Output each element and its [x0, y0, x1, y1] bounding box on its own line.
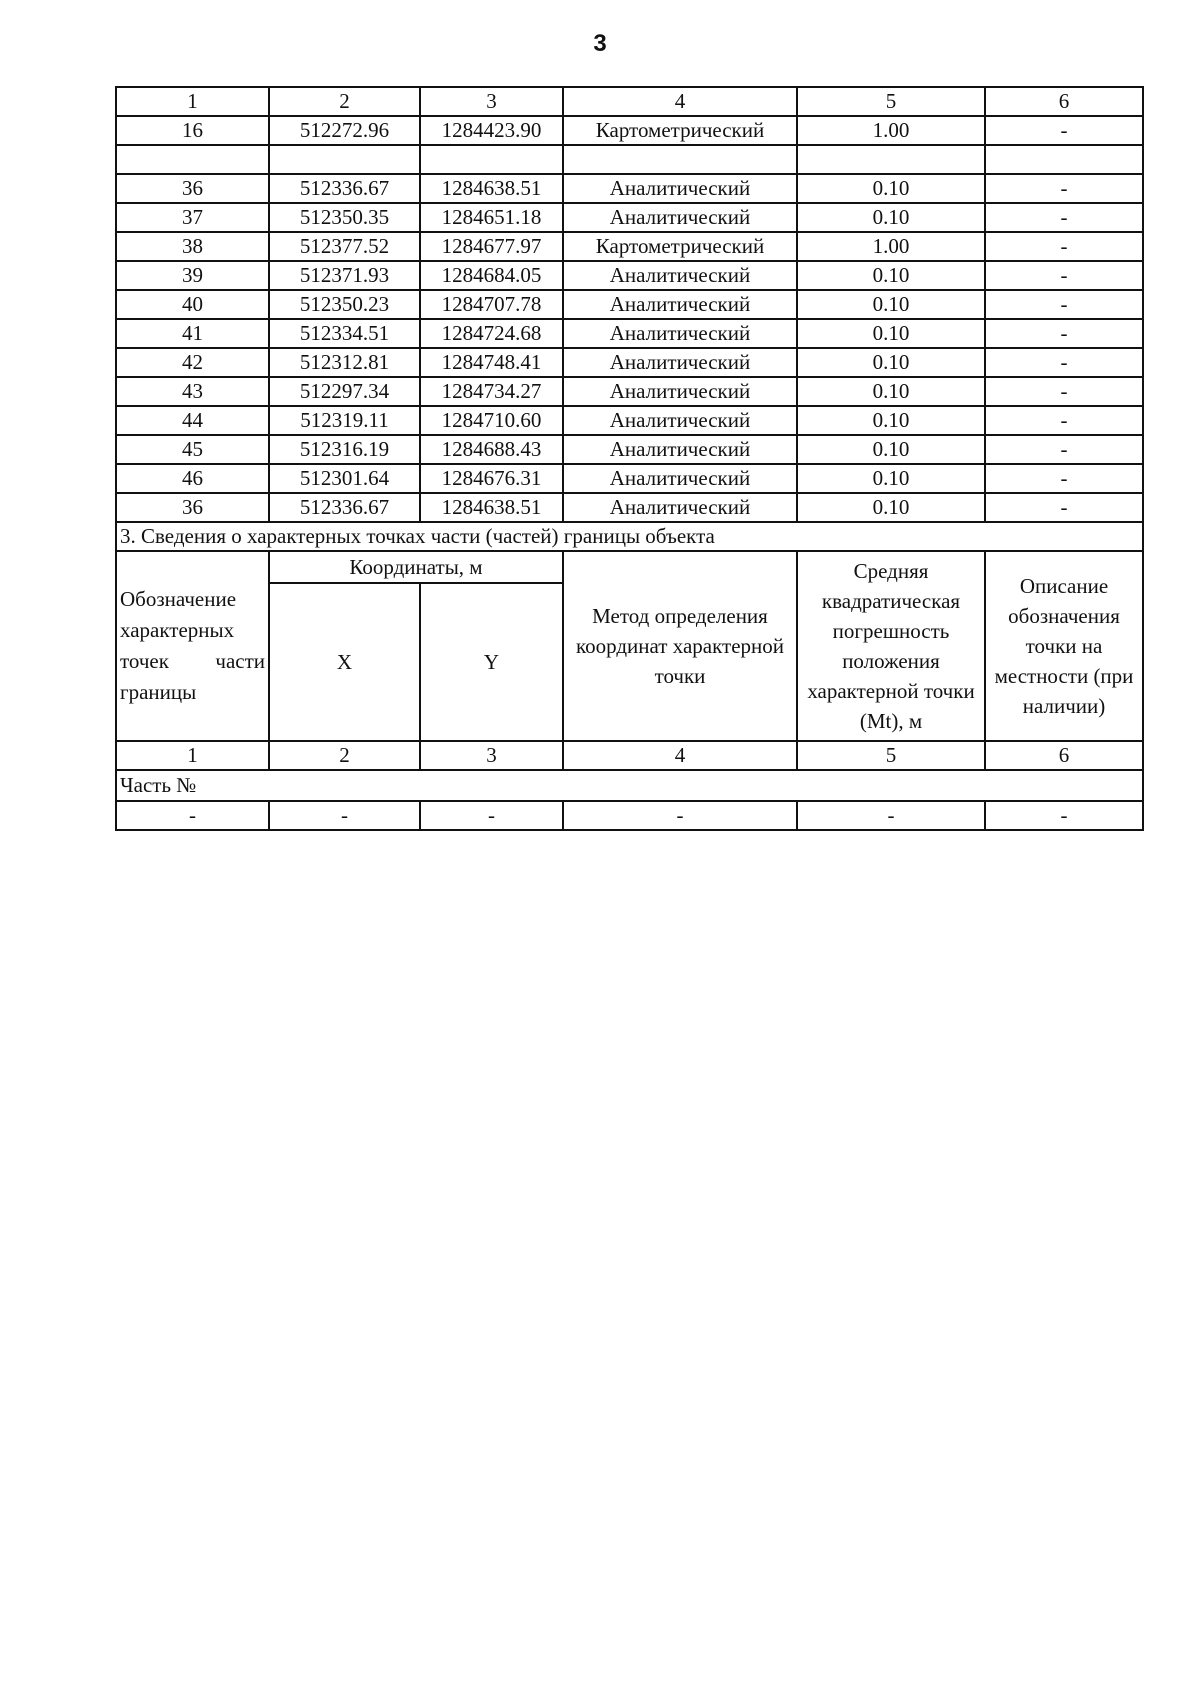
- error: 1.00: [797, 232, 985, 261]
- coord-x: 512350.23: [269, 290, 420, 319]
- page-number: 3: [593, 30, 607, 57]
- error: 0.10: [797, 319, 985, 348]
- header-error: Средняя квадратическая погрешность положения характерной точки (Mt), м: [797, 551, 985, 741]
- empty-cell: [420, 145, 563, 174]
- description: -: [985, 232, 1143, 261]
- description: -: [985, 203, 1143, 232]
- section-3-header-row: [116, 551, 1143, 583]
- error: 0.10: [797, 377, 985, 406]
- coord-y: 1284651.18: [420, 203, 563, 232]
- error: 0.10: [797, 348, 985, 377]
- empty-value: -: [420, 801, 563, 830]
- description: -: [985, 406, 1143, 435]
- point-number: 36: [116, 493, 269, 522]
- header-coordinates: Координаты, м: [269, 551, 563, 583]
- method: Аналитический: [563, 435, 797, 464]
- empty-value: -: [269, 801, 420, 830]
- description: -: [985, 290, 1143, 319]
- point-number: 40: [116, 290, 269, 319]
- coord-y: 1284677.97: [420, 232, 563, 261]
- table-row: [116, 435, 1143, 464]
- header-x: X: [269, 583, 420, 741]
- error: 0.10: [797, 493, 985, 522]
- coord-x: 512272.96: [269, 116, 420, 145]
- empty-cell: [797, 145, 985, 174]
- method: Аналитический: [563, 377, 797, 406]
- method: Картометрический: [563, 116, 797, 145]
- description: -: [985, 493, 1143, 522]
- error: 0.10: [797, 290, 985, 319]
- table-row: [116, 319, 1143, 348]
- point-number: 36: [116, 174, 269, 203]
- column-number: 2: [269, 741, 420, 770]
- coord-x: 512377.52: [269, 232, 420, 261]
- coord-y: 1284724.68: [420, 319, 563, 348]
- empty-value: -: [985, 801, 1143, 830]
- coord-y: 1284734.27: [420, 377, 563, 406]
- description: -: [985, 377, 1143, 406]
- coord-y: 1284423.90: [420, 116, 563, 145]
- coord-x: 512350.35: [269, 203, 420, 232]
- empty-cell: [985, 145, 1143, 174]
- table-row: [116, 377, 1143, 406]
- coord-x: 512301.64: [269, 464, 420, 493]
- empty-cell: [269, 145, 420, 174]
- coordinates-table: [115, 86, 1144, 831]
- empty-value: -: [563, 801, 797, 830]
- description: -: [985, 261, 1143, 290]
- error: 0.10: [797, 406, 985, 435]
- part-label-row: [116, 770, 1143, 801]
- error: 0.10: [797, 174, 985, 203]
- point-number: 37: [116, 203, 269, 232]
- table-row: [116, 232, 1143, 261]
- coord-y: 1284707.78: [420, 290, 563, 319]
- table-row: [116, 348, 1143, 377]
- method: Аналитический: [563, 493, 797, 522]
- method: Аналитический: [563, 290, 797, 319]
- coord-y: 1284684.05: [420, 261, 563, 290]
- description: -: [985, 319, 1143, 348]
- column-number-row: [116, 87, 1143, 116]
- point-number: 41: [116, 319, 269, 348]
- point-number: 43: [116, 377, 269, 406]
- point-number: 44: [116, 406, 269, 435]
- column-number: 3: [420, 87, 563, 116]
- column-number: 5: [797, 741, 985, 770]
- column-number: 1: [116, 87, 269, 116]
- method: Аналитический: [563, 174, 797, 203]
- coord-y: 1284638.51: [420, 174, 563, 203]
- empty-row: [116, 145, 1143, 174]
- method: Аналитический: [563, 261, 797, 290]
- method: Картометрический: [563, 232, 797, 261]
- method: Аналитический: [563, 464, 797, 493]
- description: -: [985, 116, 1143, 145]
- header-designation: Обозначение характерных точек части границы: [116, 551, 269, 741]
- point-number: 42: [116, 348, 269, 377]
- coord-x: 512371.93: [269, 261, 420, 290]
- error: 0.10: [797, 435, 985, 464]
- coord-x: 512336.67: [269, 174, 420, 203]
- description: -: [985, 348, 1143, 377]
- method: Аналитический: [563, 203, 797, 232]
- section-3-title: 3. Сведения о характерных точках части (частей) границы объекта: [116, 522, 1143, 551]
- point-number: 46: [116, 464, 269, 493]
- header-method: Метод определения координат характерной точки: [563, 551, 797, 741]
- coord-x: 512336.67: [269, 493, 420, 522]
- method: Аналитический: [563, 348, 797, 377]
- table-row: [116, 116, 1143, 145]
- coord-y: 1284710.60: [420, 406, 563, 435]
- coord-y: 1284676.31: [420, 464, 563, 493]
- description: -: [985, 435, 1143, 464]
- table-row: [116, 464, 1143, 493]
- column-number: 2: [269, 87, 420, 116]
- error: 0.10: [797, 203, 985, 232]
- coord-x: 512334.51: [269, 319, 420, 348]
- coord-x: 512316.19: [269, 435, 420, 464]
- empty-value: -: [797, 801, 985, 830]
- error: 0.10: [797, 464, 985, 493]
- column-number: 6: [985, 87, 1143, 116]
- description: -: [985, 464, 1143, 493]
- table-row: [116, 801, 1143, 830]
- point-number: 45: [116, 435, 269, 464]
- table-row: [116, 406, 1143, 435]
- column-number: 4: [563, 741, 797, 770]
- header-y: Y: [420, 583, 563, 741]
- column-number: 4: [563, 87, 797, 116]
- empty-cell: [563, 145, 797, 174]
- point-number: 38: [116, 232, 269, 261]
- coord-y: 1284638.51: [420, 493, 563, 522]
- coord-x: 512312.81: [269, 348, 420, 377]
- section-3-title-row: [116, 522, 1143, 551]
- description: -: [985, 174, 1143, 203]
- section-3-number-row: [116, 741, 1143, 770]
- table-row: [116, 290, 1143, 319]
- coord-x: 512297.34: [269, 377, 420, 406]
- method: Аналитический: [563, 406, 797, 435]
- header-description: Описание обозначения точки на местности (при наличии): [985, 551, 1143, 741]
- empty-value: -: [116, 801, 269, 830]
- column-number: 1: [116, 741, 269, 770]
- table-row: [116, 203, 1143, 232]
- coord-y: 1284748.41: [420, 348, 563, 377]
- coord-y: 1284688.43: [420, 435, 563, 464]
- point-number: 39: [116, 261, 269, 290]
- empty-cell: [116, 145, 269, 174]
- error: 0.10: [797, 261, 985, 290]
- column-number: 6: [985, 741, 1143, 770]
- error: 1.00: [797, 116, 985, 145]
- column-number: 3: [420, 741, 563, 770]
- table-row: [116, 261, 1143, 290]
- column-number: 5: [797, 87, 985, 116]
- coord-x: 512319.11: [269, 406, 420, 435]
- table-row: [116, 174, 1143, 203]
- table-row: [116, 493, 1143, 522]
- point-number: 16: [116, 116, 269, 145]
- part-label: Часть №: [116, 770, 1143, 801]
- method: Аналитический: [563, 319, 797, 348]
